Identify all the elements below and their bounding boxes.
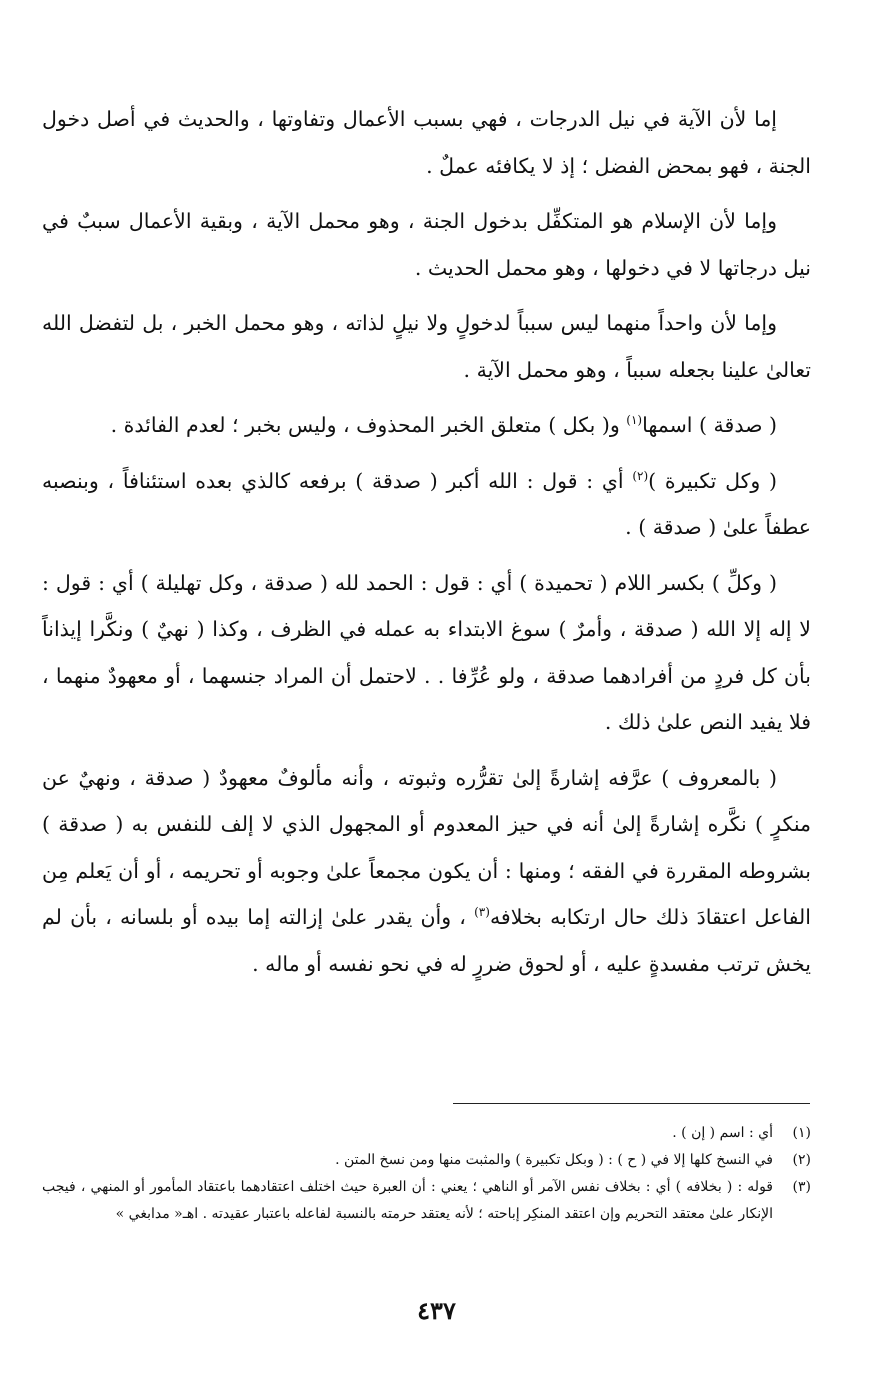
footnote-1 [42,1120,811,1147]
footnote-text: قوله : ( بخلافه ) أي : بخلاف نفس الآمر أو الناهي ؛ يعني : أن العبرة حيث اختلف اعتقادهما باعتقاد المأمور أو المنهي ، فيجب الإنكار علىٰ معتقد التحريم وإن اعتقد المنكِر إباحته ؛ لأنه يعتقد حرمته بالنسبة لفاعله باعتبار عقيدته . اهـ« مدابغي » [42,1179,773,1222]
paragraph-4-text-before: ( صدقة ) اسمها [642,413,777,437]
footnotes [42,1120,811,1228]
footnote-reference-3[interactable]: (٣) [474,905,490,920]
footnote-2 [42,1147,811,1174]
paragraph-4 [42,402,811,449]
footnote-reference-2[interactable]: (٢) [632,468,649,483]
footnote-number: (١) [792,1125,811,1141]
paragraph-4-text-after: و( بكل ) متعلق الخبر المحذوف ، وليس بخبر ؛ لعدم الفائدة . [110,413,627,437]
footnote-number: (٢) [792,1152,811,1168]
paragraph-7 [42,755,811,988]
footnote-reference-1[interactable]: (١) [626,413,643,428]
main-text [42,96,811,996]
footnote-separator [453,1103,810,1104]
footnote-3 [42,1174,811,1228]
paragraph-6: ( وكلِّ ) بكسر اللام ( تحميدة ) أي : قول : الحمد لله ( صدقة ، وكل تهليلة ) أي : قول : لا إله إلا الله ( صدقة ، وأمرٌ ) سوغ الابتداء به عمله في الظرف ، وكذا ( نهيٌ ) ونكَّرا إيذاناً بأن كل فردٍ من أفرادهما صدقة ، ولو عُرِّفا . . لاحتمل أن المراد جنسهما ، أو معهودٌ منهما ، فلا يفيد النص علىٰ ذلك . [42,570,811,734]
paragraph-7-text-before: ( بالمعروف ) عرَّفه إشارةً إلىٰ تقرُّره وثبوته ، وأنه مألوفٌ معهودٌ ( صدقة ، ونهيٌ عن منكرٍ ) نكَّره إشارةً إلىٰ أنه في حيز المعدوم أو المجهول الذي لا إلف للنفس به ( صدقة ) بشروطه المقررة في الفقه ؛ ومنها : أن يكون مجمعاً علىٰ وجوبه أو تحريمه ، أو أن يَعلم مِن الفاعل اعتقادَ ذلك حال ارتكابه بخلافه [42,765,811,929]
footnote-text: في النسخ كلها إلا في ( ح ) : ( وبكل تكبيرة ) والمثبت منها ومن نسخ المتن . [335,1152,773,1168]
page-number: ٤٣٧ [417,1296,456,1325]
paragraph-5 [42,458,811,551]
footnote-number: (٣) [792,1179,811,1195]
paragraph-1: إما لأن الآية في نيل الدرجات ، فهي بسبب الأعمال وتفاوتها ، والحديث في أصل دخول الجنة ، فهو بمحض الفضل ؛ إذ لا يكافئه عملٌ . [42,107,811,178]
paragraph-5-text-after: أي : قول : الله أكبر ( صدقة ) برفعه كالذي بعده استئنافاً ، وبنصبه عطفاً علىٰ ( صدقة ) . [42,468,811,539]
paragraph-2: وإما لأن الإسلام هو المتكفِّل بدخول الجنة ، وهو محمل الآية ، وبقية الأعمال سببٌ في نيل درجاتها لا في دخولها ، وهو محمل الحديث . [42,209,811,280]
paragraph-5-text-before: ( وكل تكبيرة ) [648,468,777,493]
paragraph-7-text-after: ، وأن يقدر علىٰ إزالته إما بيده أو بلسانه ، بأن لم يخش ترتب مفسدةٍ عليه ، أو لحوق ضررٍ له في نحو نفسه أو ماله . [42,905,811,976]
paragraph-3: وإما لأن واحداً منهما ليس سبباً لدخولٍ ولا نيلٍ لذاته ، وهو محمل الخبر ، بل لتفضل الله تعالىٰ علينا بجعله سبباً ، وهو محمل الآية . [42,311,811,382]
footnote-text: أي : اسم ( إن ) . [672,1125,773,1141]
